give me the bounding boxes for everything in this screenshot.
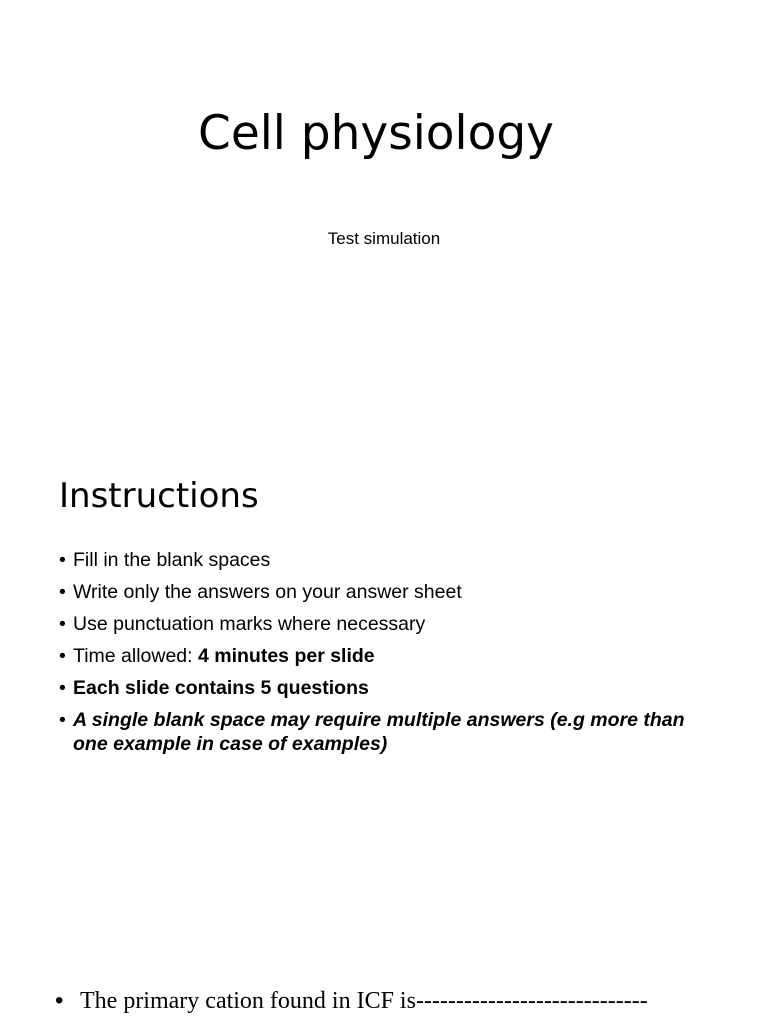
question-item: [55, 986, 648, 1016]
bullet-icon: •: [59, 549, 66, 571]
instructions-heading: Instructions: [59, 476, 259, 516]
instruction-text: Write only the answers on your answer sheet: [73, 581, 462, 603]
instructions-list: [59, 548, 709, 764]
bullet-icon: •: [59, 709, 66, 731]
bullet-icon: •: [55, 987, 64, 1014]
slide-instructions: [0, 288, 768, 864]
list-item: [59, 644, 709, 668]
list-item: [59, 708, 709, 756]
instruction-emphasis: Each slide contains 5 questions: [73, 677, 369, 699]
presentation-subtitle: Test simulation: [327, 229, 441, 248]
instruction-emphasis: 4 minutes per slide: [198, 645, 375, 667]
presentation-title: Cell physiology: [198, 106, 554, 161]
instruction-text: Fill in the blank spaces: [73, 549, 271, 571]
list-item: [59, 548, 709, 572]
slide-title: [0, 0, 768, 288]
list-item: [59, 612, 709, 636]
question-text: The primary cation found in ICF is-----------------------------: [80, 988, 648, 1014]
slide-question: [0, 864, 768, 1024]
instruction-text: Time allowed:: [73, 645, 198, 667]
list-item: [59, 580, 709, 604]
bullet-icon: •: [59, 581, 66, 603]
bullet-icon: •: [59, 645, 66, 667]
instruction-emphasis: A single blank space may require multiple answers (e.g more than one example in case of examples): [73, 709, 685, 755]
list-item: [59, 676, 709, 700]
bullet-icon: •: [59, 613, 66, 635]
instruction-text: Use punctuation marks where necessary: [73, 613, 426, 635]
bullet-icon: •: [59, 677, 66, 699]
